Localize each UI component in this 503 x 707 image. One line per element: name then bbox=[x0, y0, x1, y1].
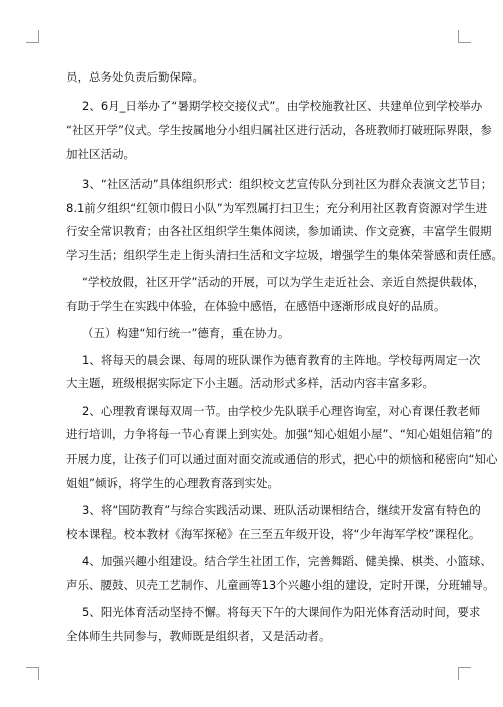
paragraph-line: 大主题，班级根据实际定下小主题。活动形式多样，活动内容丰富多彩。 bbox=[66, 376, 434, 390]
paragraph-line: 行安全常识教育；由各社区组织学生集体阅读，参加诵读、作文竞赛，丰富学生假期 bbox=[66, 224, 492, 238]
crop-mark-bottom-right bbox=[458, 667, 471, 680]
paragraph-line: 3、“社区活动”具体组织形式：组织校文艺宣传队分到社区为群众表演文艺节目； bbox=[82, 177, 493, 191]
paragraph-line: 姐姐”倾诉，将学生的心理教育落到实处。 bbox=[66, 476, 279, 490]
paragraph-line: 开展力度，让孩子们可以通过面对面交流或通信的形式，把心中的烦恼和秘密向“知心 bbox=[66, 452, 498, 466]
paragraph-line: 进行培训，力争将每一节心育课上到实处。加强“知心姐姐小屋”、“知心姐姐信箱”的 bbox=[66, 427, 493, 441]
paragraph-line: 校本课程。校本教材《海军探秘》在三至五年级开设，将“少年海军学校”课程化。 bbox=[66, 527, 481, 541]
paragraph-line: 5、阳光体育活动坚持不懈。将每天下午的大课间作为阳光体育活动时间，要求 bbox=[82, 605, 481, 619]
paragraph-line: 2、心理教育课每双周一节。由学校少先队联手心理咨询室，对心育课任教老师 bbox=[82, 404, 481, 418]
paragraph-line: 2、6月_日举办了“暑期学校交接仪式”。由学校施教社区、共建单位到学校举办 bbox=[82, 99, 483, 113]
paragraph-line: 4、加强兴趣小组建设。结合学生社团工作，完善舞蹈、健美操、棋类、小篮球、 bbox=[82, 554, 492, 568]
paragraph-line: “学校放假，社区开学”活动的开展，可以为学生走近社会、亲近自然提供载体， bbox=[82, 275, 485, 289]
paragraph-line: “社区开学”仪式。学生按属地分小组归属社区进行活动，各班教师打破班际界限，参 bbox=[66, 123, 492, 137]
paragraph-line: 有助于学生在实践中体验，在体验中感悟，在感悟中逐渐形成良好的品质。 bbox=[66, 299, 446, 313]
crop-mark-top-left bbox=[26, 30, 39, 43]
crop-mark-top-right bbox=[458, 30, 471, 43]
paragraph-line: 1、将每天的晨会课、每周的班队课作为德育教育的主阵地。学校每两周定一次 bbox=[82, 353, 481, 367]
paragraph-line: 全体师生共同参与，教师既是组织者，又是活动者。 bbox=[66, 629, 331, 643]
paragraph-line: 加社区活动。 bbox=[66, 147, 135, 161]
paragraph-line: 3、将“国防教育”与综合实践活动课、班队活动课相结合，继续开发富有特色的 bbox=[82, 503, 481, 517]
crop-mark-bottom-left bbox=[26, 667, 39, 680]
paragraph-line: 声乐、腰鼓、贝壳工艺制作、儿童画等13个兴趣小组的建设，定时开课，分班辅导。 bbox=[66, 578, 495, 592]
paragraph-line: 8.1前夕组织“红领巾假日小队”为军烈属打扫卫生；充分利用社区教育资源对学生进 bbox=[66, 201, 488, 215]
paragraph-line: 员，总务处负责后勤保障。 bbox=[66, 70, 204, 84]
section-heading: （五）构建“知行统一”德育，重在协力。 bbox=[82, 326, 290, 340]
paragraph-line: 学习生活；组织学生走上街头清扫生活和文字垃圾，增强学生的集体荣誉感和责任感。 bbox=[66, 248, 503, 262]
